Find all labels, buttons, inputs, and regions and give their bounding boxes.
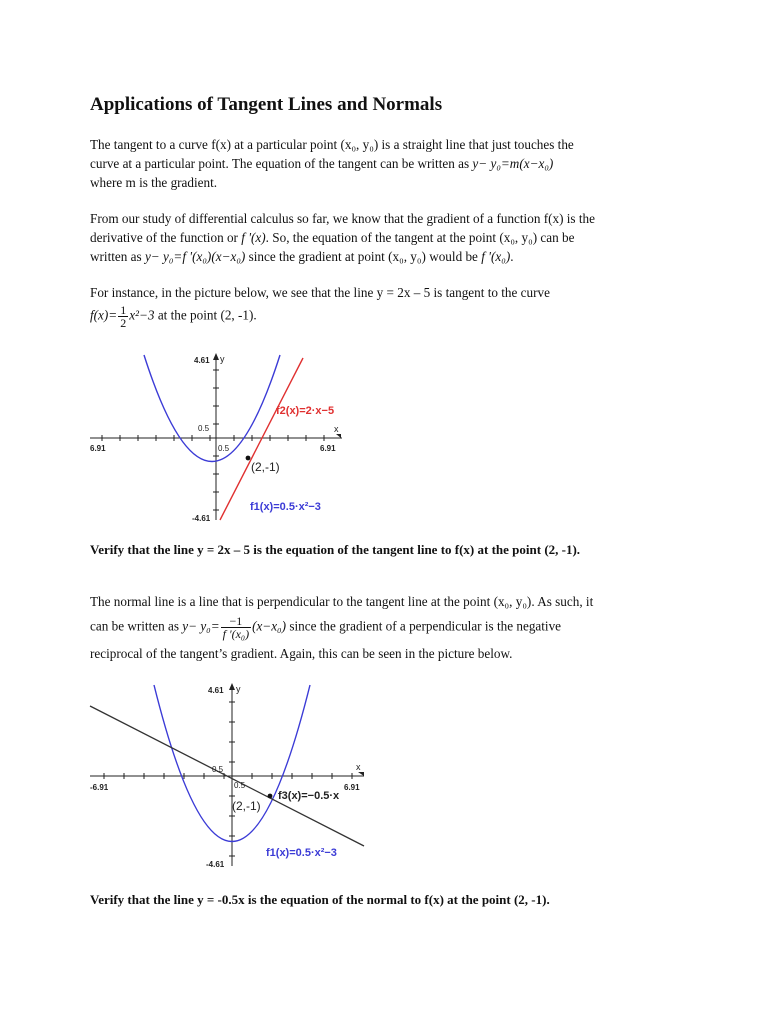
y-axis-name: y (236, 684, 241, 694)
normal-point (268, 794, 273, 799)
normal-equation-rhs: (x−x₀) (252, 618, 287, 634)
paragraph-tangent-definition (90, 135, 650, 192)
tangent-function-label: f2(x)=2·x−5 (276, 405, 335, 417)
point-label: (2,-1) (232, 799, 261, 813)
text-line: at the point (2, -1). (157, 307, 257, 323)
y-max-label: 4.61 (208, 686, 224, 695)
verify-normal-prompt (90, 890, 650, 909)
x-axis-name: x (356, 762, 361, 772)
normal-equation-lhs: y− y₀= (182, 618, 220, 634)
x-axis-name: x (334, 424, 339, 434)
tangent-equation-derivative: y− y₀=f '(x₀)(x−x₀) (144, 249, 246, 264)
y-min-label: -4.61 (206, 860, 225, 869)
text-line: reciprocal of the tangent’s gradient. Again, this can be seen in the picture below. (90, 646, 513, 661)
text-line: The normal line is a line that is perpendicular to the tangent line at the point (x₀, y₀). As such, it (90, 594, 594, 609)
text-line: . (510, 249, 514, 264)
page-title: Applications of Tangent Lines and Normals (90, 94, 443, 115)
y-max-label: 4.61 (194, 356, 210, 365)
paragraph-normal-definition (90, 592, 650, 663)
verify-tangent-prompt (90, 540, 650, 559)
text-line: where m is the gradient. (90, 175, 218, 190)
y-axis-arrow (213, 353, 219, 360)
tangency-point (246, 456, 251, 461)
paragraph-gradient-derivative (90, 209, 650, 266)
text-line: The tangent to a curve f(x) at a particular point (x₀, y₀) is a straight line that just touches the (90, 137, 574, 152)
fraction-denominator: f '(x₀) (222, 627, 250, 641)
tangent-equation: y− y₀=m(x−x₀) (472, 156, 554, 171)
normal-graph (88, 680, 368, 870)
text-line: Verify that the line y = 2x – 5 is the equation of the tangent line to f(x) at the point (2, -1). (90, 542, 581, 557)
paragraph-example (90, 283, 650, 329)
tangent-graph (88, 350, 356, 526)
fraction-denominator: 2 (120, 316, 127, 330)
curve-function-label: f1(x)=0.5·x²−3 (250, 501, 321, 513)
text-line: For instance, in the picture below, we see that the line y = 2x – 5 is tangent to the curve (90, 285, 550, 300)
text-line: . So, the equation of the tangent at the point (x₀, y₀) can be (265, 230, 575, 245)
x-max-label: 6.91 (320, 444, 336, 453)
fraction-one-half (118, 304, 128, 329)
normal-gradient-fraction (221, 615, 251, 640)
text-line: From our study of differential calculus so far, we know that the gradient of a function f(x) is the (90, 211, 595, 226)
text-line: curve at a particular point. The equation of the tangent can be written as (90, 156, 470, 171)
text-line: can be written as (90, 618, 179, 634)
y-axis-arrow (229, 683, 235, 690)
parabola-curve (144, 355, 280, 462)
y-tick-label: 0.5 (212, 765, 224, 774)
text-line: Verify that the line y = -0.5x is the equation of the normal to f(x) at the point (2, -1). (90, 892, 550, 907)
gradient-notation: f '(x₀) (481, 249, 511, 264)
text-line: since the gradient of a perpendicular is the negative (289, 618, 562, 634)
y-tick-label: 0.5 (198, 424, 210, 433)
point-label: (2,-1) (251, 460, 280, 474)
tangent-line (220, 358, 303, 520)
function-lhs: f(x)= (90, 307, 118, 323)
x-min-label: -6.91 (90, 783, 109, 792)
derivative-notation: f '(x) (241, 230, 266, 245)
y-min-label: -4.61 (192, 514, 211, 523)
function-rhs: x²−3 (129, 307, 155, 323)
text-line: written as (90, 249, 142, 264)
curve-function-label: f1(x)=0.5·x²−3 (266, 847, 337, 859)
fraction-numerator: 1 (120, 303, 127, 317)
fraction-numerator: −1 (221, 615, 251, 628)
normal-function-label: f3(x)=−0.5·x (278, 790, 340, 802)
x-max-label: 6.91 (344, 783, 360, 792)
y-axis-name: y (220, 354, 225, 364)
x-tick-label: 0.5 (234, 781, 246, 790)
x-axis-arrow (358, 772, 364, 776)
x-min-label: 6.91 (90, 444, 106, 453)
text-line: since the gradient at point (x₀, y₀) would be (248, 249, 478, 264)
text-line: derivative of the function or (90, 230, 238, 245)
x-axis-arrow (336, 434, 341, 438)
x-tick-label: 0.5 (218, 444, 230, 453)
